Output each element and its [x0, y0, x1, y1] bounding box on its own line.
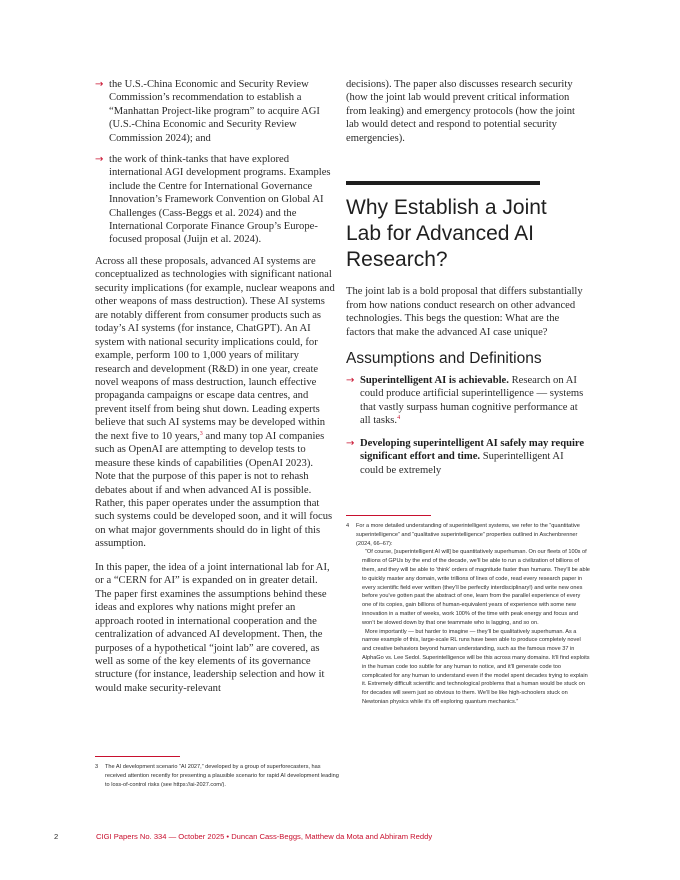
footnote-text: The AI development scenario “AI 2027,” developed by a group of superforecasters, has received attention recently for presenting a plausible scenario for rapid AI development leading to loss-of-control risks (see https://ai-2027.com/).: [105, 764, 339, 788]
quote-paragraph: More importantly — but harder to imagine — they’ll be qualitatively superhuman. As a narrow example of this, large-scale RL runs have been able to produce completely novel and creative behaviors beyond human understanding, such as the famous move 37 in AlphaGo vs. Lee Sedol. Superintelligence will be this across many domains. It’ll find exploits in the human code too subtle for any human to notice, and it’ll generate code too complicated for any human to understand even if the model spent decades trying to explain it. Extremely difficult scientific and technological problems that a human would be stuck on for decades will seem just so obvious to them. We’ll be like high-schoolers stuck on Newtonian physics while it’s off exploring quantum mechanics.”: [362, 628, 590, 705]
bullet-list: [346, 374, 586, 477]
footnote-body: [95, 763, 340, 789]
footnote-number: 3: [95, 764, 99, 770]
arrow-bullet-icon: →: [346, 437, 355, 449]
list-item-text: the work of think-tanks that have explored international AGI development programs. Examples include the Centre for International Governance Innovation’s Framework Convention on Global AI Challenges (Cass-Beggs et al. 2024) and the International Corporate Finance Group’s Europe-focused proposal (Juijn et al. 2024).: [109, 154, 331, 246]
body-paragraph: The joint lab is a bold proposal that differs substantially from how nations conduct research on other advanced technologies. This begs the question: What are the factors that make the advanced AI case unique?: [346, 286, 583, 338]
bullet-list: [95, 78, 335, 247]
body-paragraph: decisions). The paper also discusses research security (how the joint lab would prevent critical information from leaking) and emergency protocols (how the joint lab would detect and respond to potential security emergencies).: [346, 79, 575, 144]
arrow-bullet-icon: →: [95, 79, 104, 90]
list-item: [346, 374, 586, 428]
quote-paragraph: “Of course, [superintelligent AI will] be quantitatively superhuman. On our fleets of 100s of millions of GPUs by the end of the decade, we’ll be able to run a civilization of billions of them, and they will be able to ‘think’ orders of magnitude faster than humans. They’ll be able to quickly master any domain, write trillions of lines of code, read every research paper in every scientific field ever written (they’ll be perfectly interdisciplinary!) and write new ones before you’ve gotten past the abstract of one, learn from the parallel experience of every one of its copies, gain billions of human-equivalent years of experience with some new innovation in a matter of weeks, work 100% of the time with peak energy and focus and won’t be slowed down by that one teammate who is lagging, and so on.: [362, 549, 590, 626]
footnote-divider: [95, 756, 180, 757]
body-paragraph: In this paper, the idea of a joint international lab for AI, or a “CERN for AI” is expanded on in greater detail. The paper first examines the assumptions behind these ideas and explores why nations might prefer an approach rooted in international cooperation and the centralization of advanced AI development. Then, the purposes of a hypothetical “joint lab” are covered, as well as some of the key elements of its governance structure (for instance, leadership selection and how it would make security-relevant: [95, 561, 330, 694]
list-item: [95, 78, 335, 145]
page-number: 2: [54, 832, 59, 841]
right-column: [346, 78, 586, 486]
list-item: [346, 437, 586, 477]
footer-citation: CIGI Papers No. 334 — October 2025 • Duncan Cass-Beggs, Matthew da Mota and Abhiram Reddy: [96, 832, 433, 841]
paragraph-text: Across all these proposals, advanced AI systems are conceptualized as technologies with significant national security implications (for example, nuclear weapons and other weapons of mass destruction). These AI systems are notably different from consumer products such as today’s AI systems (for instance, ChatGPT). An AI system with national security implications could, for example, perform 100 to 1,000 years of military research and development (R&D) in one year, create novel weapons of mass destruction, launch effective propaganda campaigns or escape data centres, and prevent itself from being shut down. Leading experts believe that such AI systems may be developed within the next five to 10 years,: [95, 255, 335, 442]
footnote-quote: [356, 548, 591, 706]
footnote-ref-4[interactable]: 4: [397, 415, 401, 422]
list-item-text: the U.S.-China Economic and Security Review Commission’s recommendation to establish a “Manhattan Project-like program” to acquire AGI (U.S.-China Economic and Security Review Commission 2024); and: [109, 79, 320, 144]
left-column: [95, 78, 335, 705]
list-item: [95, 153, 335, 247]
list-item-bold: Superintelligent AI is achievable.: [360, 375, 509, 387]
arrow-bullet-icon: →: [346, 375, 355, 387]
footnote-ref-3[interactable]: 3: [199, 430, 203, 437]
footnote-3: [95, 756, 340, 789]
body-paragraph: [95, 255, 335, 551]
section-title: Why Establish a Joint Lab for Advanced AI Research?: [346, 196, 547, 272]
footnote-text: For a more detailed understanding of superintelligent systems, we refer to the “quantitative superintelligence” and “qualitative superintelligence” properties outlined in Aschenbrenner (2024, 66–67):: [356, 523, 580, 547]
list-item-text: Research on AI could produce artificial superintelligence — systems that vastly surpass human cognitive performance at all tasks.: [360, 375, 584, 427]
section-divider: [346, 181, 540, 185]
list-item-bold: Developing superintelligent AI safely may require significant effort and time.: [360, 437, 585, 463]
paragraph-text: and many top AI companies such as OpenAI are attempting to develop tests to measure these kinds of capabilities (OpenAI 2023). Note that the purpose of this paper is not to rehash debates about if and when advanced AI is possible. Rather, this paper operates under the assumption that such systems could be developed soon, and it will focus on what major governments should do in light of this assumption.: [95, 430, 333, 550]
list-item-text: Superintelligent AI could be extremely: [360, 451, 564, 476]
footnote-number: 4: [346, 523, 350, 529]
footnote-divider: [346, 515, 431, 516]
footnote-4: [346, 515, 591, 707]
footnote-body: [346, 522, 591, 707]
page-footer: [0, 832, 680, 844]
arrow-bullet-icon: →: [95, 154, 104, 166]
subsection-title: Assumptions and Definitions: [346, 350, 542, 368]
